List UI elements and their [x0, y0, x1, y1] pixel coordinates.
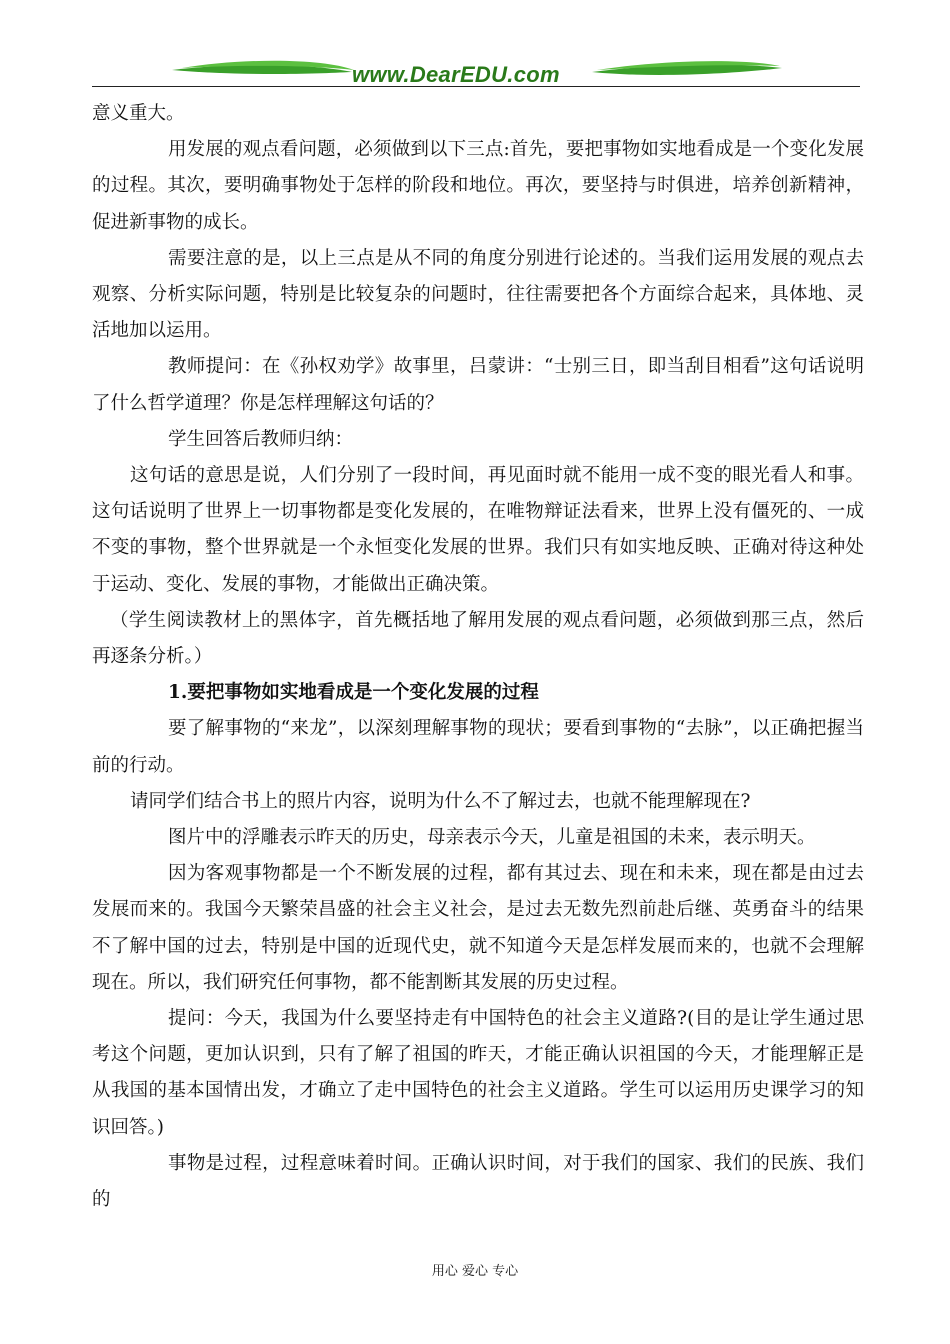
page-footer: 用心 爱心 专心 [431, 1264, 519, 1279]
document-body [92, 96, 864, 1218]
paragraph: 需要注意的是，以上三点是从不同的角度分别进行论述的。当我们运用发展的观点去观察、分析实际问题，特别是比较复杂的问题时，往往需要把各个方面综合起来，具体地、灵活地加以运用。 [92, 247, 864, 342]
header-logo-text: www.DearEDU.com [352, 62, 560, 87]
paragraph: 图片中的浮雕表示昨天的历史，母亲表示今天，儿童是祖国的未来，表示明天。 [168, 827, 816, 849]
paragraph: 教师提问：在《孙权劝学》故事里，吕蒙讲：“士别三日，即当刮目相看”这句话说明了什么哲学道理？你是怎样理解这句话的？ [92, 356, 864, 414]
paragraph: （学生阅读教材上的黑体字，首先概括地了解用发展的观点看问题，必须做到那三点，然后再逐条分析。） [92, 609, 864, 668]
paragraph: 学生回答后教师归纳： [168, 428, 354, 450]
paragraph: 提问：今天，我国为什么要坚持走有中国特色的社会主义道路?(目的是让学生通过思考这个问题，更加认识到，只有了解了祖国的昨天，才能正确认识祖国的今天，才能理解正是从我国的基本国情出发，才确立了走中国特色的社会主义道路。学生可以运用历史课学习的知识回答。) [92, 1008, 864, 1138]
paragraph: 因为客观事物都是一个不断发展的过程，都有其过去、现在和未来，现在都是由过去发展而来的。我国今天繁荣昌盛的社会主义社会，是过去无数先烈前赴后继、英勇奋斗的结果不了解中国的过去，特别是中国的近现代史，就不知道今天是怎样发展而来的，也就不会理解现在。所以，我们研究任何事物，都不能割断其发展的历史过程。 [92, 863, 864, 993]
paragraph: 这句话的意思是说，人们分别了一段时间，再见面时就不能用一成不变的眼光看人和事。这句话说明了世界上一切事物都是变化发展的，在唯物辩证法看来，世界上没有僵死的、一成不变的事物，整个世界就是一个永恒变化发展的世界。我们只有如实地反映、正确对待这种处于运动、变化、发展的事物，才能做出正确决策。 [92, 465, 864, 595]
paragraph: 用发展的观点看问题，必须做到以下三点:首先，要把事物如实地看成是一个变化发展的过程。其次，要明确事物处于怎样的阶段和地位。再次，要坚持与时俱进，培养创新精神，促进新事物的成长。 [92, 139, 864, 233]
paragraph: 要了解事物的“来龙”，以深刻理解事物的现状；要看到事物的“去脉”，以正确把握当前的行动。 [92, 718, 864, 776]
header-divider [92, 86, 860, 87]
section-heading: 1.要把事物如实地看成是一个变化发展的过程 [168, 682, 539, 704]
paragraph: 事物是过程，过程意味着时间。正确认识时间，对于我们的国家、我们的民族、我们的 [92, 1152, 864, 1211]
paragraph: 请同学们结合书上的照片内容，说明为什么不了解过去，也就不能理解现在? [130, 790, 751, 812]
paragraph: 意义重大。 [92, 103, 185, 124]
